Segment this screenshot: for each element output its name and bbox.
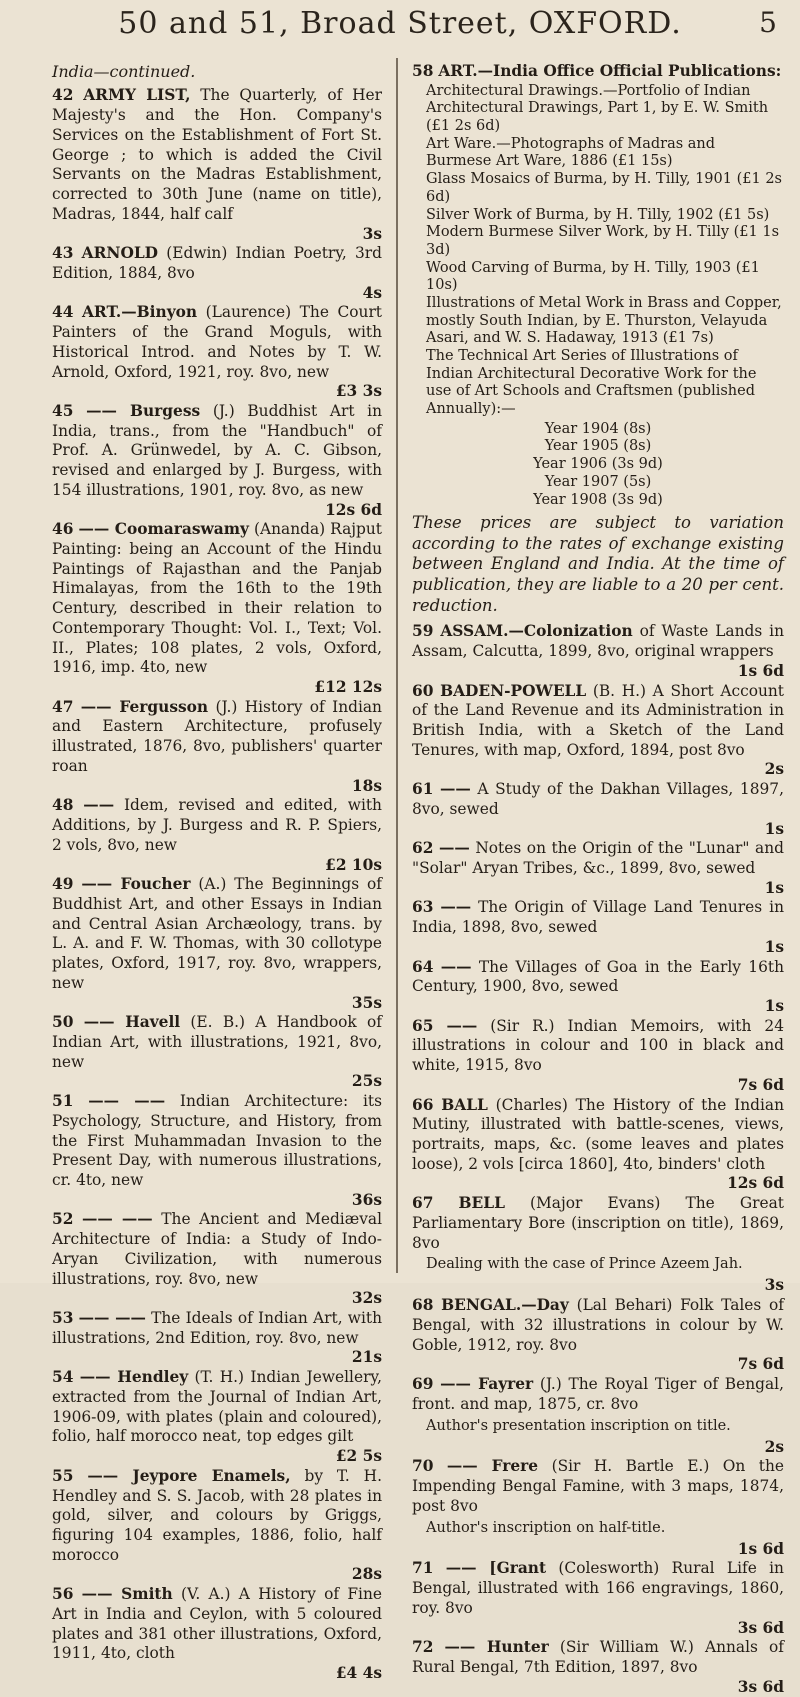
publication-item: Wood Carving of Burma, by H. Tilly, 1903 (£1 10s) xyxy=(426,259,760,294)
entry-number: 46 xyxy=(52,520,74,539)
entry-price: 28s xyxy=(351,1565,382,1584)
entry-description: (Ananda) Rajput Painting: being an Account of the Hindu Paintings of Rajasthan and the Panjab Himalayas, from the 16th to the 19th Century, described in their relation to Contemporary Thought: Vol. I., Text; Vol. II., Plates; 108 plates, 2 vols, Oxford, 1916, imp. 4to, new xyxy=(52,520,382,677)
entry-heading: ART.—India Office Official Publications: xyxy=(438,62,782,80)
entry-heading: —— [Grant xyxy=(445,1559,547,1578)
entry-price: 1s xyxy=(764,997,784,1015)
entry-price: 1s 6d xyxy=(737,661,784,680)
price-variation-notice: These prices are subject to variation according to the rates of exchange existing between England and India. At the time of publication, they are liable to a 20 per cent. reduction. xyxy=(412,513,784,615)
entry-price: 2s xyxy=(764,760,784,779)
entry-description: (J.) History of Indian and Eastern Architecture, profusely illustrated, 1876, 8vo, publishers' quarter roan xyxy=(52,697,382,775)
publication-item: Art Ware.—Photographs of Madras and Burmese Art Ware, 1886 (£1 15s) xyxy=(426,135,716,170)
entry-price: £4 4s xyxy=(335,1663,382,1682)
entry-description: A Study of the Dakhan Villages, 1897, 8vo, sewed xyxy=(412,780,784,818)
entry-number: 60 xyxy=(412,681,434,700)
entry-number: 71 xyxy=(412,1559,434,1578)
entry-heading: —— Hendley xyxy=(79,1368,189,1387)
entry-number: 59 xyxy=(412,622,434,641)
entry-heading: —— Hunter xyxy=(444,1638,549,1657)
catalogue-entry xyxy=(52,244,382,283)
entry-description: (Laurence) The Court Painters of the Grand Moguls, with Historical Introd. and Notes by T. W. Arnold, Oxford, 1921, roy. 8vo, new xyxy=(52,303,382,381)
entry-number: 69 xyxy=(412,1375,434,1394)
entry-heading: BENGAL.—Day xyxy=(441,1296,569,1315)
entry-price: 4s xyxy=(362,283,382,302)
publication-item: Silver Work of Burma, by H. Tilly, 1902 (£1 5s) xyxy=(426,206,770,223)
publication-item: Illustrations of Metal Work in Brass and Copper, mostly South Indian, by E. Thurston, Velayuda Asari, and W. S. Hadaway, 1913 (£1 7s) xyxy=(426,294,782,347)
entry-heading: —— —— xyxy=(82,1210,153,1229)
entry-description: of Waste Lands in Assam, Calcutta, 1899, 8vo, original wrappers xyxy=(412,622,784,661)
entry-58-years xyxy=(412,421,784,509)
entry-number: 63 xyxy=(412,898,434,917)
entry-price: 35s xyxy=(351,993,382,1012)
entry-note: Dealing with the case of Prince Azeem Jah. xyxy=(426,1256,743,1273)
year-item: Year 1908 (3s 9d) xyxy=(533,491,663,508)
catalogue-entry xyxy=(52,1467,382,1566)
page-header xyxy=(0,0,800,46)
entry-number: 53 xyxy=(52,1309,74,1328)
entry-price: 3s xyxy=(764,1276,784,1295)
entry-number: 51 xyxy=(52,1092,74,1111)
catalogue-entry xyxy=(52,1309,382,1348)
publication-item: Glass Mosaics of Burma, by H. Tilly, 1901 (£1 2s 6d) xyxy=(426,171,782,205)
entry-price: 12s 6d xyxy=(727,1174,784,1193)
continued-heading: India—continued. xyxy=(52,62,196,81)
catalogue-entry xyxy=(52,1210,382,1289)
entry-description: (Major Evans) The Great Parliamentary Bore (inscription on title), 1869, 8vo xyxy=(412,1194,784,1252)
catalogue-entry xyxy=(52,1092,382,1191)
catalogue-entry xyxy=(412,1296,784,1355)
entry-price: 3s xyxy=(362,224,382,243)
entry-price: 21s xyxy=(351,1348,382,1367)
catalogue-entry xyxy=(412,1457,784,1516)
entry-price: 12s 6d xyxy=(325,500,382,519)
year-item: Year 1906 (3s 9d) xyxy=(533,456,663,473)
entry-description: Indian Architecture: its Psychology, Structure, and History, from the First Muhammadan Invasion to the Present Day, with numerous illustrations, cr. 4to, new xyxy=(52,1092,382,1189)
entry-description: (V. A.) A History of Fine Art in India and Ceylon, with 5 coloured plates and 381 other illustrations, Oxford, 1911, 4to, cloth xyxy=(52,1585,382,1663)
catalogue-entry xyxy=(412,1194,784,1253)
entry-price: 18s xyxy=(351,776,382,795)
entry-description: (Colesworth) Rural Life in Bengal, illustrated with 166 engravings, 1860, roy. 8vo xyxy=(412,1559,784,1617)
entry-number: 66 xyxy=(412,1095,434,1114)
entry-heading: —— Frere xyxy=(446,1457,539,1476)
catalogue-entry xyxy=(412,682,784,761)
entry-note: Author's inscription on half-title. xyxy=(426,1519,666,1536)
header-title: 50 and 51, Broad Street, OXFORD. xyxy=(118,5,682,41)
entry-price: £2 5s xyxy=(335,1447,382,1466)
entry-description: (Sir R.) Indian Memoirs, with 24 illustrations in colour and 100 in black and white, 1915, 8vo xyxy=(412,1016,784,1075)
year-item: Year 1905 (8s) xyxy=(544,438,652,455)
publication-item: The Technical Art Series of Illustrations of Indian Architectural Decorative Work for the use of Art Schools and Craftsmen (published Annually):— xyxy=(426,348,757,418)
entry-heading: BALL xyxy=(441,1095,488,1114)
entry-heading: —— Foucher xyxy=(81,875,191,894)
entry-description: (B. H.) A Short Account of the Land Revenue and its Administration in British India, with a Sketch of the Land Tenures, with map, Oxford, 1894, post 8vo xyxy=(412,681,784,759)
entry-description: The Origin of Village Land Tenures in India, 1898, 8vo, sewed xyxy=(412,898,784,937)
entry-description: (J.) Buddhist Art in India, trans., from the "Handbuch" of Prof. A. Grünwedel, by A. C. Gibson, revised and enlarged by J. Burgess, with 154 illustrations, 1901, roy. 8vo, as new xyxy=(52,401,382,499)
column-divider xyxy=(396,58,398,1273)
entry-number: 52 xyxy=(52,1210,74,1229)
entry-heading: ARMY LIST, xyxy=(83,86,191,105)
entry-description: Notes on the Origin of the "Lunar" and "Solar" Aryan Tribes, &c., 1899, 8vo, sewed xyxy=(412,839,784,877)
entry-description: The Ideals of Indian Art, with illustrations, 2nd Edition, roy. 8vo, new xyxy=(52,1309,382,1347)
year-item: Year 1907 (5s) xyxy=(544,473,652,490)
entry-number: 56 xyxy=(52,1585,74,1604)
entry-description: The Villages of Goa in the Early 16th Century, 1900, 8vo, sewed xyxy=(412,957,784,996)
entry-description: Idem, revised and edited, with Additions, by J. Burgess and R. P. Spiers, 2 vols, 8vo, new xyxy=(52,796,382,854)
entry-number: 70 xyxy=(412,1457,434,1476)
catalogue-entry xyxy=(52,86,382,224)
entry-price: 1s xyxy=(764,878,784,897)
entry-price: 3s 6d xyxy=(737,1677,784,1696)
entry-58 xyxy=(412,62,784,82)
catalogue-entry xyxy=(52,303,382,382)
entry-price: £12 12s xyxy=(314,678,382,697)
entry-description: The Ancient and Mediæval Architecture of India: a Study of Indo-Aryan Civilization, with numerous illustrations, roy. 8vo, new xyxy=(52,1210,382,1288)
entry-number: 65 xyxy=(412,1016,434,1035)
left-column xyxy=(52,62,382,1684)
entry-number: 49 xyxy=(52,875,74,894)
catalogue-entry xyxy=(52,520,382,678)
catalogue-entry xyxy=(412,1638,784,1677)
entry-heading: BADEN-POWELL xyxy=(440,681,587,700)
right-entries xyxy=(412,622,784,1697)
catalogue-entry xyxy=(412,958,784,997)
catalogue-entry xyxy=(52,402,382,501)
entry-number: 55 xyxy=(52,1466,74,1485)
entry-heading: ASSAM.—Colonization xyxy=(440,622,633,641)
catalogue-entry xyxy=(52,1585,382,1664)
entry-number: 45 xyxy=(52,401,74,420)
entry-number: 48 xyxy=(52,796,74,815)
left-entries xyxy=(52,86,382,1683)
entry-description: (A.) The Beginnings of Buddhist Art, and other Essays in Indian and Central Asian Archæology, trans. by L. A. and F. W. Thomas, with 30 collotype plates, Oxford, 1917, roy. 8vo, wrappers, new xyxy=(52,875,382,992)
catalogue-entry xyxy=(412,1375,784,1414)
entry-heading: BELL xyxy=(458,1194,505,1213)
entry-description: (Sir William W.) Annals of Rural Bengal, 7th Edition, 1897, 8vo xyxy=(412,1638,784,1676)
entry-heading: —— xyxy=(440,898,472,917)
publication-item: Architectural Drawings.—Portfolio of Indian Architectural Drawings, Part 1, by E. W. Smith (£1 2s 6d) xyxy=(426,82,769,135)
entry-heading: —— Coomaraswamy xyxy=(78,520,249,539)
entry-price: £3 3s xyxy=(335,382,382,401)
catalogue-entry xyxy=(52,1013,382,1072)
entry-description: (Sir H. Bartle E.) On the Impending Bengal Famine, with 3 maps, 1874, post 8vo xyxy=(412,1457,784,1515)
entry-price: 36s xyxy=(351,1190,382,1209)
entry-heading: —— Fayrer xyxy=(440,1375,534,1394)
entry-58-items xyxy=(412,83,784,419)
entry-heading: —— xyxy=(440,957,472,976)
entry-heading: —— Burgess xyxy=(86,401,201,420)
entry-number: 50 xyxy=(52,1013,74,1032)
entry-number: 68 xyxy=(412,1296,434,1315)
entry-number: 44 xyxy=(52,303,74,322)
catalogue-entry xyxy=(52,698,382,777)
entry-price: 7s 6d xyxy=(737,1075,784,1094)
entry-price: £2 10s xyxy=(325,855,382,874)
catalogue-entry xyxy=(52,875,382,993)
catalogue-entry xyxy=(412,1559,784,1618)
entry-heading: —— —— xyxy=(88,1092,166,1111)
catalogue-entry xyxy=(412,839,784,878)
entry-heading: —— —— xyxy=(78,1309,146,1328)
year-item: Year 1904 (8s) xyxy=(544,420,652,437)
entry-heading: —— Havell xyxy=(83,1013,181,1032)
entry-heading: —— xyxy=(438,839,470,858)
catalogue-entry xyxy=(412,1096,784,1175)
entry-price: 2s xyxy=(764,1437,784,1456)
entry-heading: —— Fergusson xyxy=(80,697,209,716)
entry-price: 25s xyxy=(351,1072,382,1091)
publication-item: Modern Burmese Silver Work, by H. Tilly (£1 1s 3d) xyxy=(426,224,780,258)
entry-heading: —— Smith xyxy=(81,1585,173,1604)
entry-description: (Lal Behari) Folk Tales of Bengal, with 32 illustrations in colour by W. Goble, 1912, roy. 8vo xyxy=(412,1296,784,1354)
entry-description: The Quarterly, of Her Majesty's and the Hon. Company's Services on the Establishment of Fort St. George ; to which is added the Civil Servants on the Madras Establishment, corrected to 30th June (name on title), Madras, 1844, half calf xyxy=(52,86,382,223)
entry-heading: —— Jeypore Enamels, xyxy=(87,1466,291,1485)
catalogue-entry xyxy=(412,898,784,937)
catalogue-entry xyxy=(52,1368,382,1447)
entry-number: 67 xyxy=(412,1194,434,1213)
entry-price: 7s 6d xyxy=(737,1355,784,1374)
right-column xyxy=(412,62,784,1697)
catalogue-entry xyxy=(412,622,784,661)
entry-price: 3s 6d xyxy=(737,1618,784,1637)
entry-description: (J.) The Royal Tiger of Bengal, front. and map, 1875, cr. 8vo xyxy=(412,1375,784,1413)
entry-description: (Edwin) Indian Poetry, 3rd Edition, 1884, 8vo xyxy=(52,244,382,282)
entry-price: 32s xyxy=(351,1289,382,1308)
entry-description: (E. B.) A Handbook of Indian Art, with illustrations, 1921, 8vo, new xyxy=(52,1013,382,1071)
catalogue-entry xyxy=(52,796,382,855)
entry-number: 64 xyxy=(412,957,434,976)
entry-heading: ARNOLD xyxy=(81,244,159,263)
entry-heading: —— xyxy=(446,1016,478,1035)
entry-number: 43 xyxy=(52,244,74,263)
entry-number: 62 xyxy=(412,839,434,858)
catalogue-entry xyxy=(412,780,784,819)
entry-description: (T. H.) Indian Jewellery, extracted from the Journal of Indian Art, 1906-09, with plates (plain and coloured), folio, half morocco neat, top edges gilt xyxy=(52,1368,382,1446)
page-number: 5 xyxy=(759,6,778,39)
entry-number: 58 xyxy=(412,62,434,80)
entry-heading: —— xyxy=(83,796,115,815)
entry-price: 1s xyxy=(764,937,784,956)
entry-number: 42 xyxy=(52,86,74,105)
entry-number: 72 xyxy=(412,1638,434,1657)
entry-number: 47 xyxy=(52,697,74,716)
entry-heading: ART.—Binyon xyxy=(81,303,198,322)
entry-description: (Charles) The History of the Indian Mutiny, illustrated with battle-scenes, views, portraits, maps, &c. (some leaves and plates loose), 2 vols [circa 1860], 4to, binders' cloth xyxy=(412,1095,784,1173)
entry-price: 1s 6d xyxy=(737,1539,784,1558)
entry-number: 61 xyxy=(412,780,434,799)
entry-description: by T. H. Hendley and S. S. Jacob, with 28 plates in gold, silver, and colours by Griggs, figuring 104 examples, 1886, folio, half morocco xyxy=(52,1466,382,1564)
catalogue-entry xyxy=(412,1017,784,1076)
entry-number: 54 xyxy=(52,1368,74,1387)
entry-note: Author's presentation inscription on title. xyxy=(426,1417,731,1434)
entry-heading: —— xyxy=(440,780,471,799)
entry-price: 1s xyxy=(764,819,784,838)
